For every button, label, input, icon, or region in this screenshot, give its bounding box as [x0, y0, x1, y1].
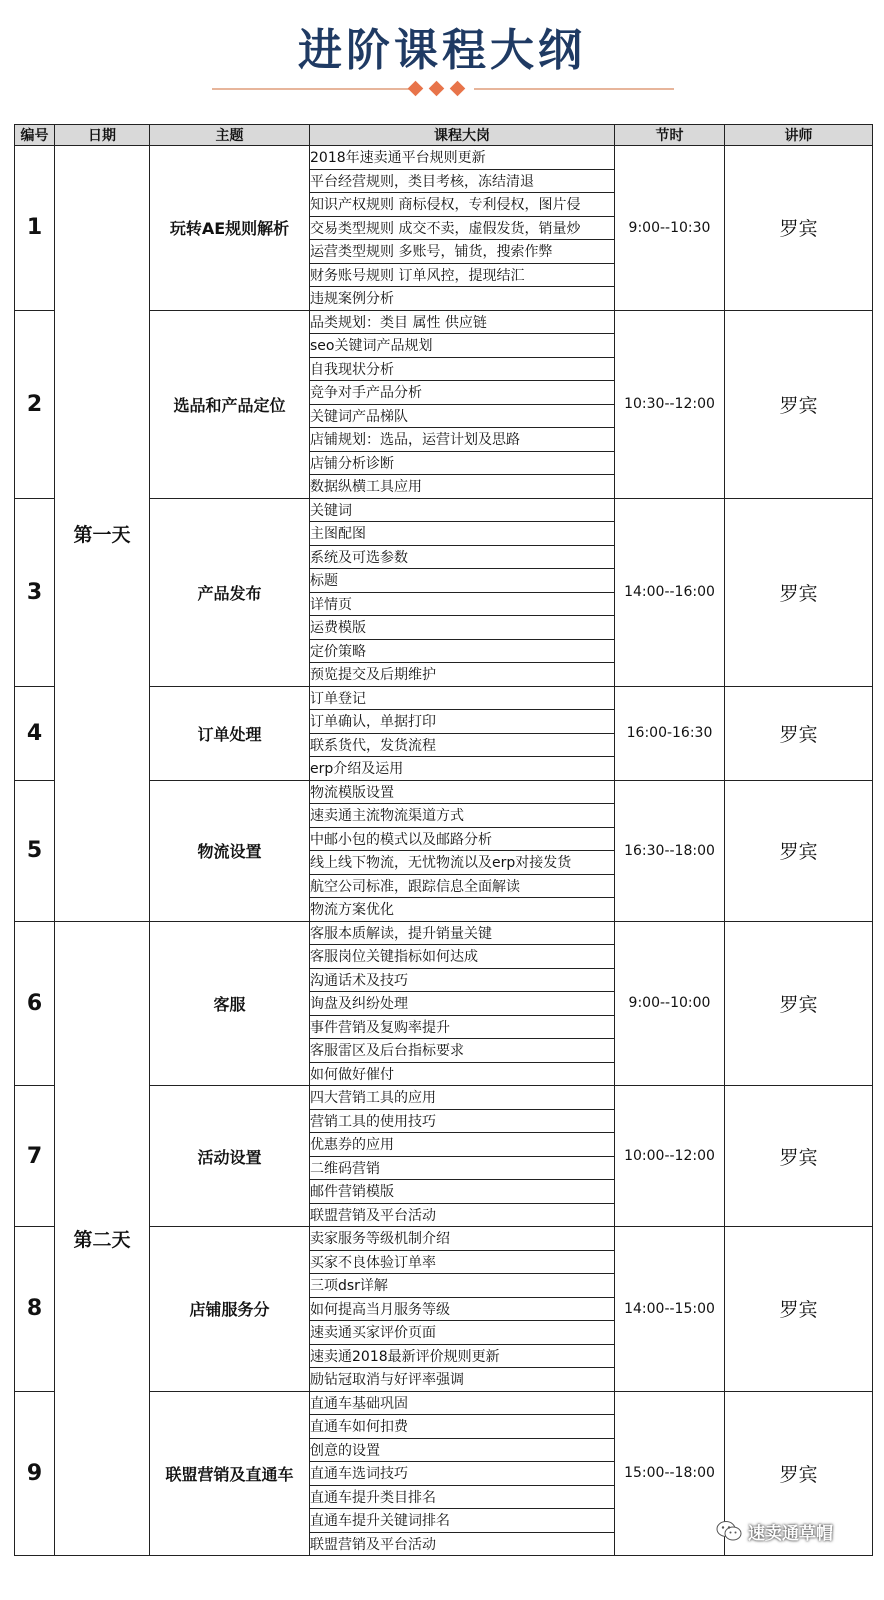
session-number: 1	[15, 146, 55, 311]
header-date: 日期	[55, 125, 150, 146]
session-time: 16:00-16:30	[615, 686, 725, 780]
session-topic: 玩转AE规则解析	[150, 146, 310, 311]
watermark-text: 速卖通草帽	[748, 1523, 833, 1544]
outline-item: 运费模版	[310, 616, 615, 640]
header-lecturer: 讲师	[725, 125, 873, 146]
session-time: 15:00--18:00	[615, 1391, 725, 1556]
outline-item: 交易类型规则 成交不卖，虚假发货，销量炒	[310, 216, 615, 240]
session-time: 14:00--16:00	[615, 498, 725, 686]
outline-item: 询盘及纠纷处理	[310, 992, 615, 1016]
outline-item: 订单确认，单据打印	[310, 710, 615, 734]
header-num: 编号	[15, 125, 55, 146]
outline-item: 速卖通2018最新评价规则更新	[310, 1344, 615, 1368]
outline-item: 线上线下物流，无忧物流以及erp对接发货	[310, 851, 615, 875]
outline-item: 直通车选词技巧	[310, 1462, 615, 1486]
header-outline: 课程大岗	[310, 125, 615, 146]
outline-item: 违规案例分析	[310, 287, 615, 311]
session-lecturer: 罗宾	[725, 146, 873, 311]
session-lecturer: 罗宾	[725, 1227, 873, 1392]
outline-item: 卖家服务等级机制介绍	[310, 1227, 615, 1251]
outline-item: 买家不良体验订单率	[310, 1250, 615, 1274]
course-outline-table	[14, 124, 873, 1556]
title-divider-right	[474, 88, 674, 90]
outline-item: 如何提高当月服务等级	[310, 1297, 615, 1321]
watermark	[716, 1516, 856, 1546]
session-lecturer: 罗宾	[725, 310, 873, 498]
header-topic: 主题	[150, 125, 310, 146]
diamond-icon	[450, 81, 466, 97]
title-divider-left	[212, 88, 412, 90]
outline-item: 联系货代，发货流程	[310, 733, 615, 757]
outline-item: 速卖通买家评价页面	[310, 1321, 615, 1345]
session-topic: 选品和产品定位	[150, 310, 310, 498]
outline-item: 如何做好催付	[310, 1062, 615, 1086]
outline-item: 联盟营销及平台活动	[310, 1532, 615, 1556]
session-topic: 产品发布	[150, 498, 310, 686]
outline-item: 店铺规划：选品，运营计划及思路	[310, 428, 615, 452]
outline-item: 沟通话术及技巧	[310, 968, 615, 992]
session-number: 8	[15, 1227, 55, 1392]
outline-item: seo关键词产品规划	[310, 334, 615, 358]
outline-item: 航空公司标准，跟踪信息全面解读	[310, 874, 615, 898]
table-header-row	[15, 125, 873, 146]
session-number: 9	[15, 1391, 55, 1556]
outline-item: 客服本质解读，提升销量关键	[310, 921, 615, 945]
day-label: 第一天	[55, 146, 150, 922]
session-number: 4	[15, 686, 55, 780]
session-time: 16:30--18:00	[615, 780, 725, 921]
outline-item: 数据纵横工具应用	[310, 475, 615, 499]
outline-item: 店铺分析诊断	[310, 451, 615, 475]
outline-item: 自我现状分析	[310, 357, 615, 381]
session-time: 9:00--10:00	[615, 921, 725, 1086]
outline-item: 系统及可选参数	[310, 545, 615, 569]
session-number: 7	[15, 1086, 55, 1227]
outline-item: 直通车如何扣费	[310, 1415, 615, 1439]
session-topic: 物流设置	[150, 780, 310, 921]
outline-item: 详情页	[310, 592, 615, 616]
session-number: 2	[15, 310, 55, 498]
session-lecturer: 罗宾	[725, 921, 873, 1086]
outline-item: 关键词产品梯队	[310, 404, 615, 428]
outline-item: erp介绍及运用	[310, 757, 615, 781]
outline-item: 运营类型规则 多账号，铺货，搜索作弊	[310, 240, 615, 264]
session-topic: 联盟营销及直通车	[150, 1391, 310, 1556]
outline-item: 中邮小包的模式以及邮路分析	[310, 827, 615, 851]
outline-item: 三项dsr详解	[310, 1274, 615, 1298]
day-label: 第二天	[55, 921, 150, 1556]
outline-item: 优惠券的应用	[310, 1133, 615, 1157]
outline-item: 订单登记	[310, 686, 615, 710]
outline-item: 标题	[310, 569, 615, 593]
session-lecturer: 罗宾	[725, 780, 873, 921]
outline-item: 2018年速卖通平台规则更新	[310, 146, 615, 170]
session-topic: 订单处理	[150, 686, 310, 780]
outline-item: 营销工具的使用技巧	[310, 1109, 615, 1133]
header-time: 节时	[615, 125, 725, 146]
session-lecturer: 罗宾	[725, 1086, 873, 1227]
outline-item: 励钻冠取消与好评率强调	[310, 1368, 615, 1392]
session-number: 3	[15, 498, 55, 686]
table-body	[15, 146, 873, 1556]
outline-item: 定价策略	[310, 639, 615, 663]
outline-item: 客服雷区及后台指标要求	[310, 1039, 615, 1063]
outline-item: 预览提交及后期维护	[310, 663, 615, 687]
outline-item: 直通车基础巩固	[310, 1391, 615, 1415]
outline-item: 直通车提升关键词排名	[310, 1509, 615, 1533]
session-time: 14:00--15:00	[615, 1227, 725, 1392]
diamond-icon	[429, 81, 445, 97]
table-row	[15, 146, 873, 170]
outline-item: 知识产权规则 商标侵权，专利侵权，图片侵	[310, 193, 615, 217]
outline-item: 联盟营销及平台活动	[310, 1203, 615, 1227]
outline-item: 物流模版设置	[310, 780, 615, 804]
session-lecturer: 罗宾	[725, 498, 873, 686]
outline-item: 品类规划：类目 属性 供应链	[310, 310, 615, 334]
session-time: 10:00--12:00	[615, 1086, 725, 1227]
session-topic: 店铺服务分	[150, 1227, 310, 1392]
table-row	[15, 921, 873, 945]
session-time: 9:00--10:30	[615, 146, 725, 311]
outline-item: 直通车提升类目排名	[310, 1485, 615, 1509]
outline-item: 邮件营销模版	[310, 1180, 615, 1204]
session-topic: 活动设置	[150, 1086, 310, 1227]
wechat-icon	[716, 1520, 742, 1542]
session-time: 10:30--12:00	[615, 310, 725, 498]
session-topic: 客服	[150, 921, 310, 1086]
outline-item: 事件营销及复购率提升	[310, 1015, 615, 1039]
outline-item: 竞争对手产品分析	[310, 381, 615, 405]
outline-item: 二维码营销	[310, 1156, 615, 1180]
outline-item: 平台经营规则，类目考核，冻结清退	[310, 169, 615, 193]
page-title: 进阶课程大纲	[298, 25, 586, 76]
diamond-icon	[408, 81, 424, 97]
outline-item: 主图配图	[310, 522, 615, 546]
outline-item: 速卖通主流物流渠道方式	[310, 804, 615, 828]
session-lecturer: 罗宾	[725, 1391, 873, 1556]
outline-item: 创意的设置	[310, 1438, 615, 1462]
session-lecturer: 罗宾	[725, 686, 873, 780]
outline-item: 四大营销工具的应用	[310, 1086, 615, 1110]
session-number: 6	[15, 921, 55, 1086]
outline-item: 财务账号规则 订单风控，提现结汇	[310, 263, 615, 287]
outline-item: 物流方案优化	[310, 898, 615, 922]
session-number: 5	[15, 780, 55, 921]
outline-item: 客服岗位关键指标如何达成	[310, 945, 615, 969]
outline-item: 关键词	[310, 498, 615, 522]
